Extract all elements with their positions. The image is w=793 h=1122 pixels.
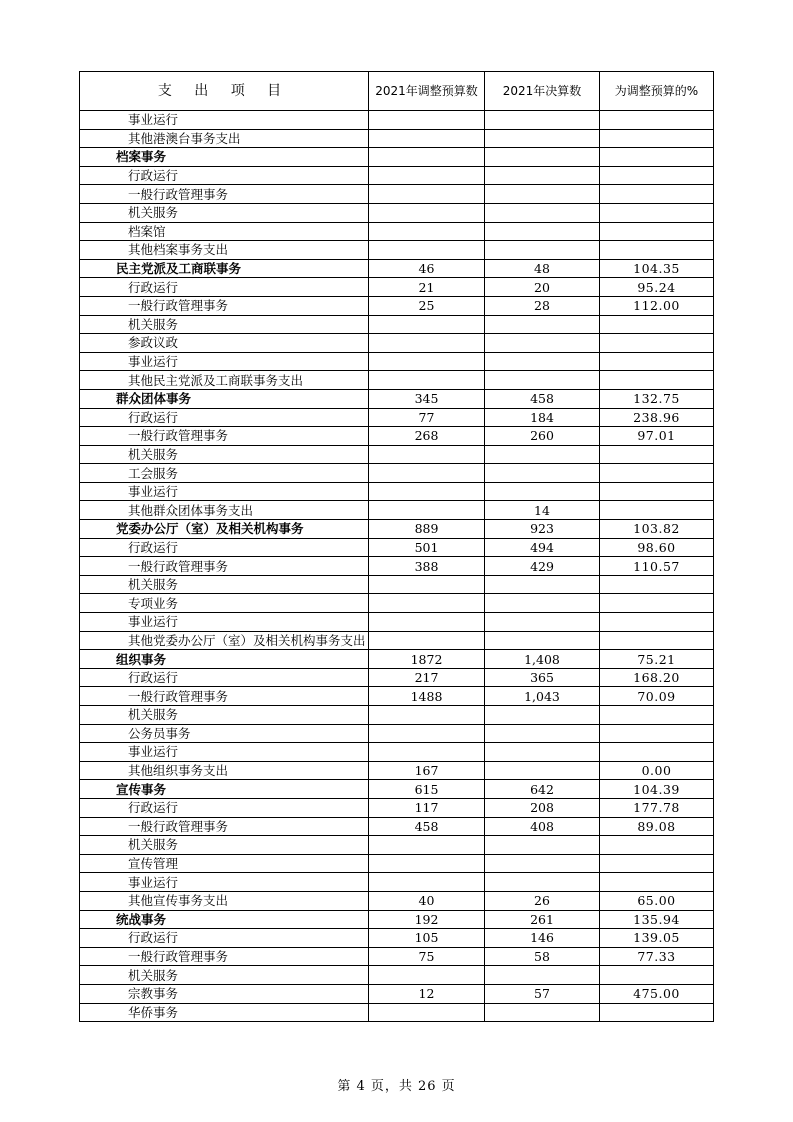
item-name-cell: 机关服务 [80, 575, 369, 594]
adjusted-budget-cell: 217 [369, 668, 485, 687]
adjusted-budget-cell [369, 241, 485, 260]
final-accounts-cell [485, 315, 600, 334]
adjusted-budget-cell [369, 482, 485, 501]
adjusted-budget-cell [369, 575, 485, 594]
table-row [80, 557, 714, 576]
item-name-cell: 宗教事务 [80, 984, 369, 1003]
percent-cell: 65.00 [600, 891, 714, 910]
item-name-cell: 机关服务 [80, 836, 369, 855]
table-row [80, 334, 714, 353]
percent-cell [600, 631, 714, 650]
item-name-cell: 民主党派及工商联事务 [80, 259, 369, 278]
table-row [80, 687, 714, 706]
final-accounts-cell [485, 203, 600, 222]
item-name-cell: 一般行政管理事务 [80, 557, 369, 576]
percent-cell [600, 241, 714, 260]
adjusted-budget-cell: 1488 [369, 687, 485, 706]
adjusted-budget-cell [369, 315, 485, 334]
item-name-cell: 一般行政管理事务 [80, 296, 369, 315]
table-row [80, 445, 714, 464]
table-row [80, 929, 714, 948]
final-accounts-cell: 28 [485, 296, 600, 315]
percent-cell: 177.78 [600, 798, 714, 817]
item-name-cell: 机关服务 [80, 966, 369, 985]
percent-cell [600, 111, 714, 130]
adjusted-budget-cell [369, 352, 485, 371]
adjusted-budget-cell: 268 [369, 427, 485, 446]
item-name-cell: 其他档案事务支出 [80, 241, 369, 260]
item-name-cell: 行政运行 [80, 408, 369, 427]
final-accounts-cell [485, 148, 600, 167]
final-accounts-cell [485, 352, 600, 371]
adjusted-budget-cell: 345 [369, 389, 485, 408]
item-name-cell: 一般行政管理事务 [80, 427, 369, 446]
table-row [80, 817, 714, 836]
final-accounts-cell: 429 [485, 557, 600, 576]
percent-cell [600, 185, 714, 204]
final-accounts-cell [485, 1003, 600, 1022]
table-row [80, 241, 714, 260]
header-final-accounts: 2021年决算数 [485, 72, 600, 111]
table-row [80, 352, 714, 371]
final-accounts-cell: 146 [485, 929, 600, 948]
table-row [80, 278, 714, 297]
table-row [80, 482, 714, 501]
final-accounts-cell [485, 111, 600, 130]
adjusted-budget-cell: 615 [369, 780, 485, 799]
percent-cell [600, 575, 714, 594]
item-name-cell: 行政运行 [80, 929, 369, 948]
adjusted-budget-cell: 77 [369, 408, 485, 427]
item-name-cell: 事业运行 [80, 111, 369, 130]
final-accounts-cell [485, 836, 600, 855]
adjusted-budget-cell: 21 [369, 278, 485, 297]
adjusted-budget-cell [369, 743, 485, 762]
percent-cell: 97.01 [600, 427, 714, 446]
percent-cell [600, 594, 714, 613]
final-accounts-cell: 26 [485, 891, 600, 910]
table-row [80, 668, 714, 687]
adjusted-budget-cell [369, 836, 485, 855]
percent-cell [600, 166, 714, 185]
percent-cell: 112.00 [600, 296, 714, 315]
adjusted-budget-cell: 25 [369, 296, 485, 315]
item-name-cell: 公务员事务 [80, 724, 369, 743]
adjusted-budget-cell [369, 203, 485, 222]
item-name-cell: 一般行政管理事务 [80, 947, 369, 966]
adjusted-budget-cell [369, 594, 485, 613]
table-row [80, 706, 714, 725]
table-header-row [80, 72, 714, 111]
percent-cell [600, 966, 714, 985]
adjusted-budget-cell: 105 [369, 929, 485, 948]
percent-cell [600, 203, 714, 222]
table-row [80, 743, 714, 762]
percent-cell: 139.05 [600, 929, 714, 948]
item-name-cell: 行政运行 [80, 798, 369, 817]
final-accounts-cell: 208 [485, 798, 600, 817]
item-name-cell: 宣传管理 [80, 854, 369, 873]
final-accounts-cell [485, 482, 600, 501]
adjusted-budget-cell [369, 464, 485, 483]
table-row [80, 947, 714, 966]
table-row [80, 371, 714, 390]
item-name-cell: 参政议政 [80, 334, 369, 353]
item-name-cell: 群众团体事务 [80, 389, 369, 408]
adjusted-budget-cell [369, 706, 485, 725]
final-accounts-cell [485, 706, 600, 725]
item-name-cell: 统战事务 [80, 910, 369, 929]
final-accounts-cell [485, 334, 600, 353]
adjusted-budget-cell [369, 854, 485, 873]
table-row [80, 166, 714, 185]
adjusted-budget-cell [369, 222, 485, 241]
percent-cell [600, 613, 714, 632]
header-adjusted-budget-text: 2021年调整预算数 [375, 83, 478, 98]
final-accounts-cell [485, 613, 600, 632]
final-accounts-cell: 58 [485, 947, 600, 966]
table-row [80, 891, 714, 910]
final-accounts-cell [485, 966, 600, 985]
category-row [80, 520, 714, 539]
final-accounts-cell: 48 [485, 259, 600, 278]
adjusted-budget-cell: 117 [369, 798, 485, 817]
adjusted-budget-cell [369, 371, 485, 390]
percent-cell [600, 222, 714, 241]
adjusted-budget-cell [369, 148, 485, 167]
category-row [80, 389, 714, 408]
final-accounts-cell [485, 185, 600, 204]
table-row [80, 427, 714, 446]
table-row [80, 129, 714, 148]
final-accounts-cell [485, 743, 600, 762]
final-accounts-cell [485, 241, 600, 260]
category-row [80, 910, 714, 929]
final-accounts-cell [485, 464, 600, 483]
item-name-cell: 机关服务 [80, 445, 369, 464]
adjusted-budget-cell: 75 [369, 947, 485, 966]
adjusted-budget-cell: 40 [369, 891, 485, 910]
table-row [80, 315, 714, 334]
adjusted-budget-cell [369, 501, 485, 520]
item-name-cell: 事业运行 [80, 743, 369, 762]
header-percent: 为调整预算的% [600, 72, 714, 111]
category-row [80, 259, 714, 278]
item-name-cell: 机关服务 [80, 203, 369, 222]
adjusted-budget-cell: 889 [369, 520, 485, 539]
table-row [80, 501, 714, 520]
table-row [80, 631, 714, 650]
table-row [80, 1003, 714, 1022]
final-accounts-cell [485, 594, 600, 613]
adjusted-budget-cell [369, 631, 485, 650]
adjusted-budget-cell [369, 166, 485, 185]
percent-cell [600, 445, 714, 464]
table-row [80, 798, 714, 817]
item-name-cell: 档案事务 [80, 148, 369, 167]
final-accounts-cell: 642 [485, 780, 600, 799]
final-accounts-cell: 1,043 [485, 687, 600, 706]
percent-cell [600, 836, 714, 855]
item-name-cell: 机关服务 [80, 315, 369, 334]
item-name-cell: 行政运行 [80, 668, 369, 687]
adjusted-budget-cell: 192 [369, 910, 485, 929]
category-row [80, 780, 714, 799]
final-accounts-cell: 14 [485, 501, 600, 520]
item-name-cell: 一般行政管理事务 [80, 817, 369, 836]
percent-cell: 77.33 [600, 947, 714, 966]
adjusted-budget-cell [369, 445, 485, 464]
table-row [80, 984, 714, 1003]
table-row [80, 296, 714, 315]
table-row [80, 538, 714, 557]
item-name-cell: 事业运行 [80, 482, 369, 501]
percent-cell: 70.09 [600, 687, 714, 706]
item-name-cell: 其他宣传事务支出 [80, 891, 369, 910]
percent-cell [600, 724, 714, 743]
percent-cell [600, 464, 714, 483]
item-name-cell: 事业运行 [80, 873, 369, 892]
category-row [80, 650, 714, 669]
adjusted-budget-cell: 458 [369, 817, 485, 836]
item-name-cell: 宣传事务 [80, 780, 369, 799]
final-accounts-cell [485, 854, 600, 873]
final-accounts-cell [485, 166, 600, 185]
adjusted-budget-cell: 1872 [369, 650, 485, 669]
table-row [80, 464, 714, 483]
final-accounts-cell: 923 [485, 520, 600, 539]
final-accounts-cell [485, 761, 600, 780]
percent-cell: 103.82 [600, 520, 714, 539]
final-accounts-cell [485, 575, 600, 594]
item-name-cell: 华侨事务 [80, 1003, 369, 1022]
item-name-cell: 机关服务 [80, 706, 369, 725]
table-row [80, 408, 714, 427]
percent-cell [600, 352, 714, 371]
percent-cell: 95.24 [600, 278, 714, 297]
item-name-cell: 工会服务 [80, 464, 369, 483]
item-name-cell: 其他民主党派及工商联事务支出 [80, 371, 369, 390]
table-row [80, 594, 714, 613]
percent-cell [600, 854, 714, 873]
final-accounts-cell: 494 [485, 538, 600, 557]
final-accounts-cell: 261 [485, 910, 600, 929]
final-accounts-cell [485, 724, 600, 743]
final-accounts-cell [485, 222, 600, 241]
table-row [80, 222, 714, 241]
item-name-cell: 组织事务 [80, 650, 369, 669]
final-accounts-cell: 184 [485, 408, 600, 427]
adjusted-budget-cell [369, 873, 485, 892]
table-row [80, 873, 714, 892]
adjusted-budget-cell: 46 [369, 259, 485, 278]
percent-cell: 104.39 [600, 780, 714, 799]
final-accounts-cell: 1,408 [485, 650, 600, 669]
percent-cell: 132.75 [600, 389, 714, 408]
percent-cell [600, 334, 714, 353]
header-adjusted-budget [369, 72, 485, 111]
table-row [80, 724, 714, 743]
adjusted-budget-cell [369, 613, 485, 632]
adjusted-budget-cell [369, 334, 485, 353]
adjusted-budget-cell [369, 111, 485, 130]
table-row [80, 203, 714, 222]
table-row [80, 836, 714, 855]
item-name-cell: 事业运行 [80, 613, 369, 632]
final-accounts-cell [485, 129, 600, 148]
item-name-cell: 一般行政管理事务 [80, 185, 369, 204]
adjusted-budget-cell: 501 [369, 538, 485, 557]
percent-cell: 110.57 [600, 557, 714, 576]
final-accounts-cell: 260 [485, 427, 600, 446]
adjusted-budget-cell [369, 724, 485, 743]
final-accounts-cell [485, 631, 600, 650]
percent-cell: 75.21 [600, 650, 714, 669]
table-row [80, 111, 714, 130]
table-row [80, 575, 714, 594]
header-item: 支 出 项 目 [80, 72, 369, 111]
item-name-cell: 事业运行 [80, 352, 369, 371]
percent-cell [600, 371, 714, 390]
item-name-cell: 一般行政管理事务 [80, 687, 369, 706]
percent-cell [600, 482, 714, 501]
adjusted-budget-cell: 167 [369, 761, 485, 780]
item-name-cell: 其他群众团体事务支出 [80, 501, 369, 520]
percent-cell: 475.00 [600, 984, 714, 1003]
item-name-cell: 行政运行 [80, 278, 369, 297]
item-name-cell: 其他港澳台事务支出 [80, 129, 369, 148]
table-row [80, 966, 714, 985]
percent-cell: 168.20 [600, 668, 714, 687]
percent-cell [600, 501, 714, 520]
category-row [80, 148, 714, 167]
item-name-cell: 其他党委办公厅（室）及相关机构事务支出 [80, 631, 369, 650]
final-accounts-cell: 458 [485, 389, 600, 408]
adjusted-budget-cell [369, 1003, 485, 1022]
percent-cell: 0.00 [600, 761, 714, 780]
final-accounts-cell: 365 [485, 668, 600, 687]
item-name-cell: 党委办公厅（室）及相关机构事务 [80, 520, 369, 539]
percent-cell [600, 129, 714, 148]
percent-cell [600, 1003, 714, 1022]
table-row [80, 613, 714, 632]
percent-cell [600, 873, 714, 892]
final-accounts-cell [485, 371, 600, 390]
adjusted-budget-cell [369, 966, 485, 985]
item-name-cell: 专项业务 [80, 594, 369, 613]
percent-cell: 98.60 [600, 538, 714, 557]
table-row [80, 854, 714, 873]
table-row [80, 185, 714, 204]
percent-cell: 104.35 [600, 259, 714, 278]
table-row [80, 761, 714, 780]
percent-cell [600, 148, 714, 167]
percent-cell [600, 315, 714, 334]
percent-cell [600, 706, 714, 725]
adjusted-budget-cell: 12 [369, 984, 485, 1003]
percent-cell: 89.08 [600, 817, 714, 836]
item-name-cell: 行政运行 [80, 166, 369, 185]
expenditure-table [79, 71, 714, 1022]
percent-cell: 135.94 [600, 910, 714, 929]
percent-cell [600, 743, 714, 762]
final-accounts-cell: 408 [485, 817, 600, 836]
page-number: 第 4 页，共 26 页 [337, 1079, 456, 1094]
item-name-cell: 其他组织事务支出 [80, 761, 369, 780]
adjusted-budget-cell: 388 [369, 557, 485, 576]
adjusted-budget-cell [369, 185, 485, 204]
item-name-cell: 行政运行 [80, 538, 369, 557]
final-accounts-cell: 20 [485, 278, 600, 297]
final-accounts-cell: 57 [485, 984, 600, 1003]
final-accounts-cell [485, 445, 600, 464]
item-name-cell: 档案馆 [80, 222, 369, 241]
final-accounts-cell [485, 873, 600, 892]
percent-cell: 238.96 [600, 408, 714, 427]
adjusted-budget-cell [369, 129, 485, 148]
